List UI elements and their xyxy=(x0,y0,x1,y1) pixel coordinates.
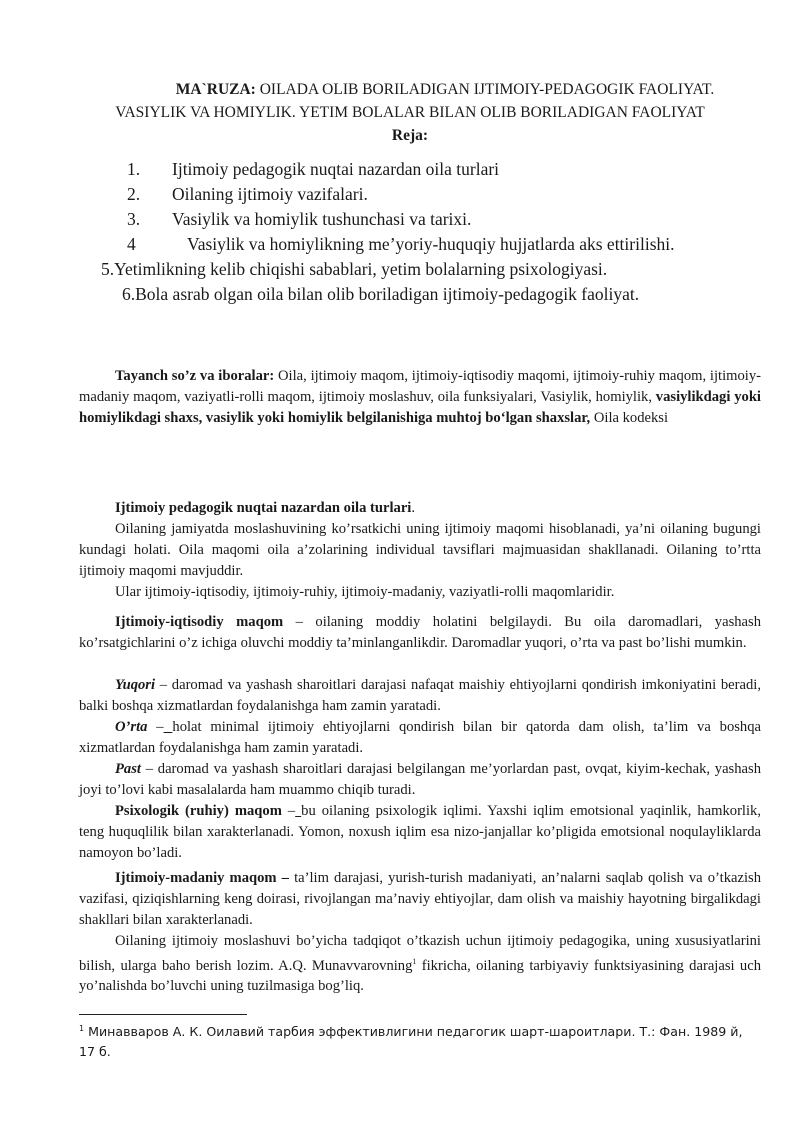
plan-item-text: Yetimlikning kelib chiqishi sabablari, yetim bolalarning psixologiyasi. xyxy=(114,259,608,279)
paragraph-2 xyxy=(79,582,761,603)
paragraph-text: Oilaning jamiyatda moslashuvining ko’rsatkichi uning ijtimoiy maqomi hisoblanadi, ya’ni oilaning bugungi kundagi holati. Oila maqomi oila a’zolarining individual tavsiflari majmuasidan shakllanadi. Oilaning to’rtta ijtimoiy maqomi mavjuddir. xyxy=(79,521,761,579)
paragraph-text: fikricha, oilaning tarbiyaviy funktsiyasining darajasi uch yo’nalishda bo’luvchi uning tuzilmasiga bog’liq. xyxy=(79,957,761,995)
section-heading-text: Ijtimoiy pedagogik nuqtai nazardan oila turlari xyxy=(115,500,412,516)
plan-item xyxy=(101,257,607,282)
paragraph-low xyxy=(79,759,761,801)
footnote-mark: 1 xyxy=(79,1024,85,1033)
keywords-bold-text: vasiylikdagi yoki homiylikdagi shaxs, vasiylik yoki homiylik belgilanishiga muhtoj bo‘lgan shaxslar, xyxy=(79,388,761,426)
dash: – xyxy=(147,719,164,735)
keywords-text-end: Oila kodeksi xyxy=(590,409,669,426)
paragraph-psychological xyxy=(79,801,761,863)
footnote-ref[interactable]: 1 xyxy=(412,956,417,966)
plan-item-number: 1. xyxy=(127,159,141,179)
footnote-text: Минавваров А. К. Оилавий тарбия эффективлигини педагогик шарт-шароитлари. Т.: Фан. 1989 й, 17 б. xyxy=(79,1024,743,1060)
term-label: Yuqori xyxy=(115,677,156,693)
paragraph-text: – oilaning moddiy holatini belgilaydi. Bu oila daromadlari, yashash ko’rsatgichlarini o’z ichiga oluvchi moddiy ta’minlanganlikdir. Daromadlar yuqori, o’rta va past bo’lishi mumkin. xyxy=(79,614,762,651)
paragraph-adaptation xyxy=(79,931,761,997)
paragraph-middle xyxy=(79,717,761,759)
plan-item xyxy=(127,182,368,207)
term-label: Past xyxy=(115,761,141,777)
title-text-1: OILADA OLIB BORILADIGAN IJTIMOIY-PEDAGOGIK FAOLIYAT. xyxy=(259,81,715,98)
plan-heading: Reja: xyxy=(391,127,429,144)
title-label: MA`RUZA: xyxy=(175,81,256,98)
lecture-title xyxy=(60,78,760,147)
paragraph-text: holat minimal ijtimoiy ehtiyojlarni qondirish bilan bir qatorda dam olish, ta’lim va boshqa xizmatlardan foydalanishga ham zamin yaratadi. xyxy=(79,719,761,756)
plan-item-text: Oilaning ijtimoiy vazifalari. xyxy=(172,184,368,204)
paragraph-text: ta’lim darajasi, yurish-turish madaniyati, an’nalarni saqlab qolish va o’tkazish vazifasi, qiziqishlarning keng doirasi, rivojlangan ma’naviy ehtiyojlar, dam olish va maishiy hayotning birgalikdagi shakllari bilan xarakterlanadi. xyxy=(79,870,761,928)
plan-item-text: Bola asrab olgan oila bilan olib boriladigan ijtimoiy-pedagogik faoliyat. xyxy=(135,284,640,304)
plan-item-number: 5. xyxy=(101,259,115,279)
plan-item-number: 4 xyxy=(127,234,136,254)
paragraph-text: Oilaning ijtimoiy moslashuvi bo’yicha tadqiqot o’tkazish uchun ijtimoiy pedagogika, uning xususiyatlarini bilish, ularga baho berish lozim. A.Q. Munavvarovning xyxy=(79,933,761,974)
paragraph-text: – daromad va yashash sharoitlari darajasi belgilangan me’yorlardan past, ovqat, kiyim-kechak, yashash joyi to’lovi kabi masalalarda ham muammo chiqib turadi. xyxy=(79,761,761,798)
plan-item-text: Vasiylik va homiylikning me’yoriy-huquqiy hujjatlarda aks ettirilishi. xyxy=(187,234,675,254)
footnote xyxy=(79,1019,759,1062)
term-label: Ijtimoiy-iqtisodiy maqom xyxy=(115,614,284,630)
dash: – xyxy=(281,803,296,819)
section-heading xyxy=(79,498,761,519)
paragraph-1 xyxy=(79,519,761,581)
title-line-2: VASIYLIK VA HOMIYLIK. YETIM BOLALAR BILAN OLIB BORILADIGAN FAOLIYAT xyxy=(115,104,705,121)
section-heading-dot: . xyxy=(411,500,416,516)
keywords-label: Tayanch so’z va iboralar: xyxy=(115,368,275,384)
plan-item xyxy=(122,282,639,307)
paragraph-text: – daromad va yashash sharoitlari darajasi nafaqat maishiy ehtiyojlarni qondirish imkoniyatini beradi, balki boshqa xizmatlardan foydalanishga ham zamin yaratadi. xyxy=(79,677,761,714)
plan-item-text: Ijtimoiy pedagogik nuqtai nazardan oila turlari xyxy=(172,159,500,179)
plan-item xyxy=(127,207,471,232)
plan-item-number: 2. xyxy=(127,184,141,204)
plan-item-number: 3. xyxy=(127,209,141,229)
keywords-text: Oila, ijtimoiy maqom, ijtimoiy-iqtisodiy maqomi, ijtimoiy-ruhiy maqom, ijtimoiy-madaniy maqom, vaziyatli-rolli maqom, ijtimoiy moslashuv, oila funksiyalari, Vasiylik, homiylik, xyxy=(79,368,761,405)
plan-item xyxy=(127,232,675,257)
plan-item-text: Vasiylik va homiylik tushunchasi va tarixi. xyxy=(172,209,472,229)
footnote-divider xyxy=(79,1014,247,1015)
plan-item xyxy=(127,157,499,182)
paragraph-high xyxy=(79,675,761,717)
keywords-paragraph xyxy=(79,366,761,428)
term-label: Ijtimoiy-madaniy maqom – xyxy=(115,870,289,886)
term-label: O’rta xyxy=(115,719,148,735)
plan-item-number: 6. xyxy=(122,284,136,304)
paragraph-cultural xyxy=(79,868,761,930)
title-line-1 xyxy=(60,78,760,101)
paragraph-economic-status xyxy=(79,612,761,654)
paragraph-text: bu oilaning psixologik iqlimi. Yaxshi iqlim emotsional yaqinlik, hamkorlik, teng huquqlilik bilan xarakterlanadi. Yomon, noxush iqlim esa nizo-janjallar ko’pligida emotsional noqulayliklarda namoyon bo’ladi. xyxy=(79,803,761,861)
paragraph-text: Ular ijtimoiy-iqtisodiy, ijtimoiy-ruhiy, ijtimoiy-madaniy, vaziyatli-rolli maqomlaridir. xyxy=(115,584,615,600)
term-label: Psixologik (ruhiy) maqom xyxy=(115,803,282,819)
